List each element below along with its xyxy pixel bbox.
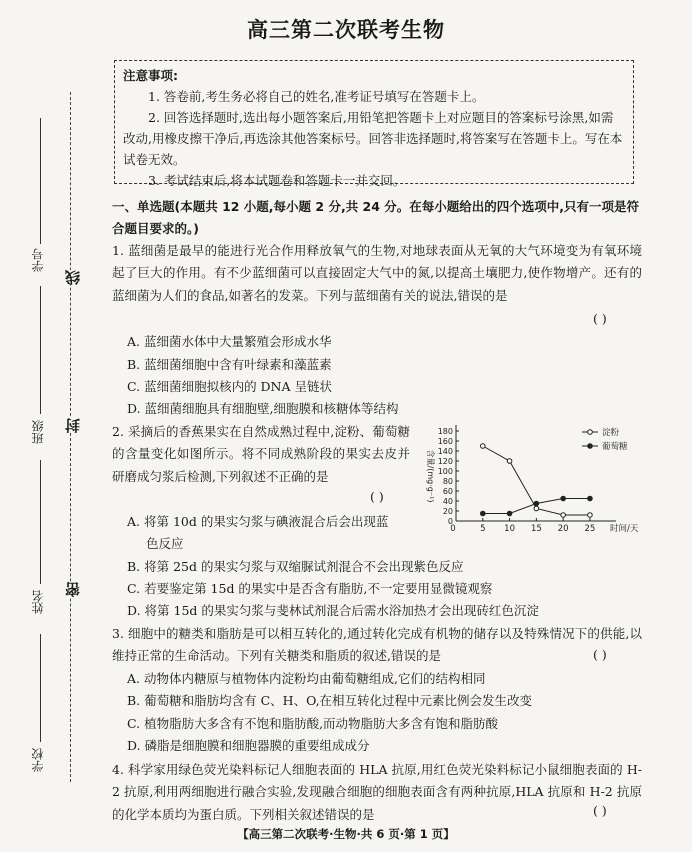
section-heading: 一、单选题(本题共 12 小题,每小题 2 分,共 24 分。在每小题给出的四个选项中,只有一项是符合题目要求的。)	[112, 199, 640, 236]
data-point-1	[588, 513, 593, 518]
y-tick-label: 80	[442, 477, 453, 486]
q2-chart	[418, 420, 648, 535]
q2-stem: 2. 采摘后的香蕉果实在自然成熟过程中,淀粉、葡萄糖的含量变化如图所示。将不同成熟阶段的果实去皮并研磨成匀浆后检测,下列叙述不正确的是	[112, 424, 410, 484]
y-tick-label: 40	[442, 497, 453, 506]
legend-marker	[588, 444, 593, 449]
y-tick-label: 160	[437, 437, 453, 446]
legend-label: 淀粉	[602, 428, 620, 438]
school-line	[40, 634, 41, 742]
q2-option-a-line1: A. 将第 10d 的果实匀浆与碘液混合后会出现蓝	[127, 514, 389, 529]
q3-option-a: A. 动物体内糖原与植物体内淀粉均由葡萄糖组成,它们的结构相同	[127, 671, 486, 686]
notice-heading: 注意事项:	[123, 68, 178, 83]
q1-option-a: A. 蓝细菌水体中大量繁殖会形成水华	[127, 334, 332, 349]
q2-option-d: D. 将第 15d 的果实匀浆与斐林试剂混合后需水浴加热才会出现砖红色沉淀	[127, 603, 539, 618]
legend-marker	[588, 430, 593, 435]
y-tick-label: 100	[437, 467, 453, 476]
class-label: 班级	[31, 420, 45, 444]
notice-item-3: 3. 考试结束后,将本试题卷和答题卡一并交回。	[148, 173, 406, 188]
x-origin-label: 0	[450, 524, 456, 534]
q1-option-c: C. 蓝细菌细胞拟核内的 DNA 呈链状	[127, 379, 332, 394]
q1-stem: 1. 蓝细菌是最早的能进行光合作用释放氧气的生物,对地球表面从无氧的大气环境变为有氧环境起了巨大的作用。有不少蓝细菌可以直接固定大气中的氮,以提高土壤肥力,使作物增产。还有的蓝细菌为人们的食品,如著名的发菜。下列与蓝细菌有关的说法,错误的是	[112, 243, 642, 303]
legend-label: 葡萄糖	[602, 442, 628, 452]
seal-mi: 密	[64, 582, 82, 597]
class-line	[40, 286, 41, 414]
x-tick-label: 20	[557, 524, 569, 534]
q3-option-c: C. 植物脂肪大多含有不饱和脂肪酸,而动物脂肪大多含有饱和脂肪酸	[127, 716, 499, 731]
data-point-1	[507, 459, 512, 464]
q2-option-b: B. 将第 25d 的果实匀浆与双缩脲试剂混合不会出现紫色反应	[127, 559, 464, 574]
name-label: 姓名	[31, 590, 45, 614]
q3-stem: 3. 细胞中的糖类和脂肪是可以相互转化的,通过转化完成有机物的储存以及特殊情况下的供能,以维持正常的生命活动。下列有关糖类和脂质的叙述,错误的是	[112, 626, 642, 664]
student-id-line	[40, 118, 41, 244]
seal-feng: 封	[64, 418, 82, 433]
page-title: 高三第二次联考生物	[247, 18, 445, 42]
q3-option-b: B. 葡萄糖和脂肪均含有 C、H、O,在相互转化过程中元素比例会发生改变	[127, 693, 533, 708]
notice-item-1: 1. 答卷前,考生务必将自己的姓名,准考证号填写在答题卡上。	[148, 89, 485, 104]
binding-line	[70, 92, 71, 782]
q1-option-b: B. 蓝细菌细胞中含有叶绿素和藻蓝素	[127, 357, 332, 372]
student-id-label: 学号	[31, 248, 45, 272]
q2-option-a-line2: 色反应	[146, 536, 184, 551]
data-point-2	[480, 511, 485, 516]
data-point-1	[561, 513, 566, 518]
data-point-2	[507, 511, 512, 516]
y-axis-label: 含量/(mg·g⁻¹)	[426, 449, 435, 503]
y-tick-label: 140	[437, 447, 453, 456]
y-tick-label: 20	[442, 507, 453, 516]
q4-answer-paren: ( )	[593, 803, 607, 818]
name-line	[40, 460, 41, 584]
x-tick-label: 10	[504, 524, 515, 534]
data-point-2	[561, 496, 566, 501]
notice-item-2: 2. 回答选择题时,选出每小题答案后,用铅笔把答题卡上对应题目的答案标号涂黑,如需改动,用橡皮擦干净后,再选涂其他答案标号。回答非选择题时,将答案写在答题卡上。写在本试卷无效。	[123, 110, 623, 167]
school-label: 学校	[31, 748, 45, 772]
data-point-2	[588, 496, 593, 501]
x-tick-label: 25	[584, 524, 596, 534]
notice-box	[114, 60, 634, 188]
q1-option-d: D. 蓝细菌细胞具有细胞壁,细胞膜和核糖体等结构	[127, 401, 399, 416]
x-tick-label: 5	[480, 524, 486, 534]
q2-option-c: C. 若要鉴定第 15d 的果实中是否含有脂肪,不一定要用显微镜观察	[127, 581, 493, 596]
q3-answer-paren: ( )	[593, 647, 607, 662]
x-axis-label: 时间/天	[610, 524, 639, 534]
q4-stem: 4. 科学家用绿色荧光染料标记人细胞表面的 HLA 抗原,用红色荧光染料标记小鼠细胞表面的 H-2 抗原,利用两细胞进行融合实验,发现融合细胞的细胞表面含有两种抗原,HLA 抗原和 H-2 抗原的化学本质均为蛋白质。下列相关叙述错误的是	[112, 762, 642, 822]
y-tick-label: 60	[442, 487, 453, 496]
seal-xian: 线	[64, 270, 82, 285]
data-point-1	[534, 506, 539, 511]
page-footer: 【高三第二次联考·生物·共 6 页·第 1 页】	[237, 827, 455, 841]
data-point-2	[534, 501, 539, 506]
y-tick-label: 0	[447, 517, 453, 526]
data-point-1	[480, 444, 485, 449]
x-tick-label: 15	[530, 524, 542, 534]
q2-answer-paren: ( )	[370, 489, 384, 504]
y-tick-label: 120	[437, 457, 453, 466]
q3-option-d: D. 磷脂是细胞膜和细胞器膜的重要组成成分	[127, 738, 370, 753]
y-tick-label: 180	[437, 427, 453, 436]
q1-answer-paren: ( )	[593, 311, 607, 326]
